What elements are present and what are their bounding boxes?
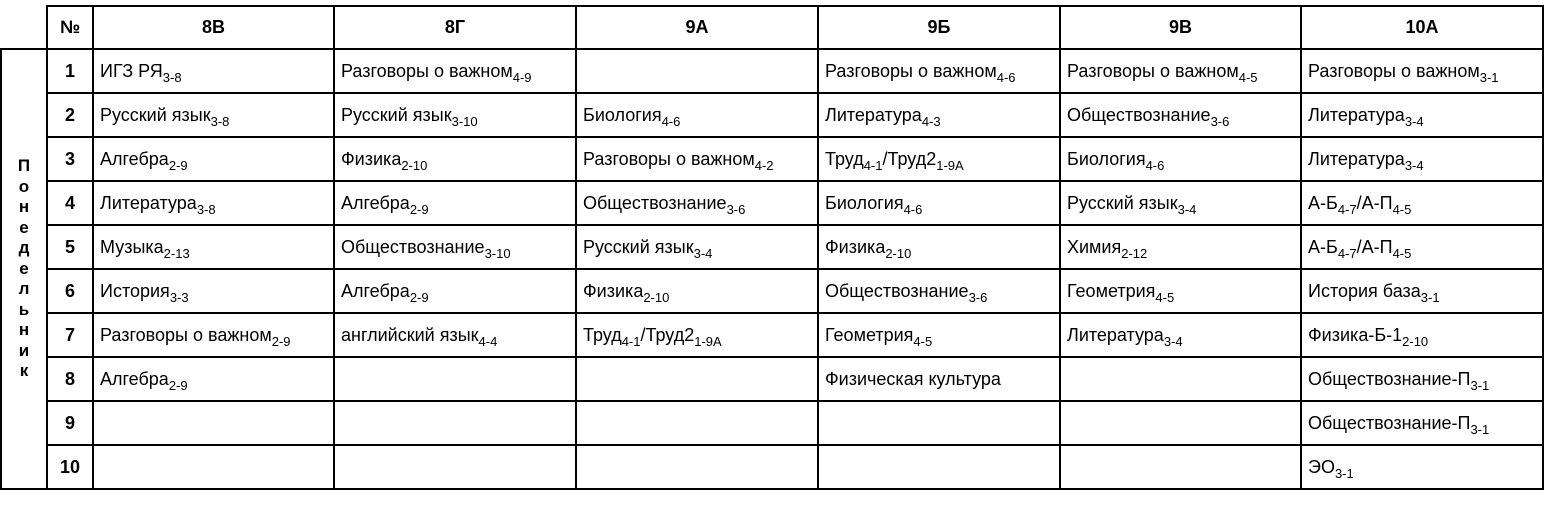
room-number: 3-6 xyxy=(1210,113,1230,129)
lesson-number: 2 xyxy=(47,93,93,137)
lesson-cell xyxy=(93,445,334,489)
room-number: 3-1 xyxy=(1420,289,1440,305)
lesson-cell xyxy=(576,401,818,445)
lesson-cell: Обществознание$_{3-6}$ xyxy=(576,181,818,225)
lesson-number: 4 xyxy=(47,181,93,225)
room-number: 3-4 xyxy=(1404,113,1424,129)
room-number: 3-10 xyxy=(451,113,478,129)
room-number: 3-4 xyxy=(693,245,713,261)
room-number: 2-10 xyxy=(1402,333,1429,349)
lesson-cell xyxy=(93,401,334,445)
room-number: 3-4 xyxy=(1404,157,1424,173)
room-number: 2-12 xyxy=(1121,245,1148,261)
room-number: 4-7 xyxy=(1337,245,1357,261)
room-number: 2-9 xyxy=(168,157,188,173)
lesson-row xyxy=(1,445,1543,489)
lesson-cell xyxy=(1060,357,1301,401)
lesson-cell xyxy=(1060,445,1301,489)
room-number: 2-9 xyxy=(409,201,429,217)
room-number: 4-5 xyxy=(1238,69,1258,85)
room-number: 4-7 xyxy=(1337,201,1357,217)
lesson-row xyxy=(1,313,1543,357)
lesson-cell: Обществознание$_{3-10}$ xyxy=(334,225,576,269)
room-number: 4-6 xyxy=(661,113,681,129)
lesson-cell: Алгебра$_{2-9}$ xyxy=(334,181,576,225)
lesson-cell: $Труд_{4-1}/Труд2_{1-9А}$ xyxy=(818,137,1060,181)
lesson-cell xyxy=(334,401,576,445)
class-header: 10А xyxy=(1301,6,1543,49)
lesson-cell: Русский язык$_{3-10}$ xyxy=(334,93,576,137)
lesson-number: 5 xyxy=(47,225,93,269)
lesson-cell: Разговоры о важном$_{3-1}$ xyxy=(1301,49,1543,93)
room-number: 3-3 xyxy=(169,289,189,305)
lesson-number: 1 xyxy=(47,49,93,93)
room-number: 3-4 xyxy=(1163,333,1183,349)
lesson-cell: Биология$_{4-6}$ xyxy=(1060,137,1301,181)
lesson-number: 9 xyxy=(47,401,93,445)
lesson-number: 6 xyxy=(47,269,93,313)
room-number: 2-10 xyxy=(401,157,428,173)
day-name: П о н е д е л ь н и к xyxy=(17,156,31,381)
lesson-row xyxy=(1,137,1543,181)
lesson-cell: История$_{3-3}$ xyxy=(93,269,334,313)
room-number: 2-13 xyxy=(163,245,190,261)
room-number: 4-2 xyxy=(754,157,774,173)
lesson-cell: $ЭО_{3-1}$ xyxy=(1301,445,1543,489)
lesson-cell xyxy=(576,357,818,401)
lesson-row xyxy=(1,357,1543,401)
lesson-cell: Литература$_{3-4}$ xyxy=(1301,137,1543,181)
lesson-cell: Разговоры о важном$_{2-9}$ xyxy=(93,313,334,357)
lesson-cell: Обществознание$_{3-6}$ xyxy=(1060,93,1301,137)
lesson-cell: Обществознание-$П_{3-1}$ xyxy=(1301,357,1543,401)
corner-cell xyxy=(1,6,47,49)
lesson-cell: Физика$_{2-10}$ xyxy=(818,225,1060,269)
room-number: 1-9А xyxy=(936,157,964,173)
lesson-number: 3 xyxy=(47,137,93,181)
lesson-number: 8 xyxy=(47,357,93,401)
room-number: 2-9 xyxy=(271,333,291,349)
room-number: 2-10 xyxy=(643,289,670,305)
lesson-cell: Химия$_{2-12}$ xyxy=(1060,225,1301,269)
lesson-cell: Физика$_{2-10}$ xyxy=(334,137,576,181)
room-number: 2-9 xyxy=(409,289,429,305)
lesson-cell xyxy=(334,445,576,489)
room-number: 4-6 xyxy=(996,69,1016,85)
lesson-cell: Разговоры о важном$_{4-9}$ xyxy=(334,49,576,93)
room-number: 4-9 xyxy=(512,69,532,85)
lesson-number: 7 xyxy=(47,313,93,357)
lesson-row xyxy=(1,181,1543,225)
lesson-cell: $А-Б_{4-7}/А-П_{4-5}$ xyxy=(1301,225,1543,269)
lesson-cell: $Труд_{4-1}/Труд2_{1-9А}$ xyxy=(576,313,818,357)
lesson-cell: Литература$_{3-4}$ xyxy=(1060,313,1301,357)
lesson-cell: Литература$_{4-3}$ xyxy=(818,93,1060,137)
lesson-cell: Русский язык$_{3-4}$ xyxy=(1060,181,1301,225)
room-number: 3-1 xyxy=(1334,465,1354,481)
lesson-cell: Физика-$Б-1_{2-10}$ xyxy=(1301,313,1543,357)
lesson-cell: Геометрия$_{4-5}$ xyxy=(1060,269,1301,313)
lesson-cell: Алгебра$_{2-9}$ xyxy=(334,269,576,313)
lesson-row xyxy=(1,225,1543,269)
class-header: 8В xyxy=(93,6,334,49)
room-number: 3-1 xyxy=(1470,377,1490,393)
lesson-row xyxy=(1,269,1543,313)
lesson-cell: ИГЗ $РЯ_{3-8}$ xyxy=(93,49,334,93)
room-number: 3-8 xyxy=(162,69,182,85)
lesson-cell xyxy=(818,445,1060,489)
lesson-cell: История база$_{3-1}$ xyxy=(1301,269,1543,313)
room-number: 3-10 xyxy=(484,245,511,261)
lesson-cell xyxy=(576,49,818,93)
lesson-cell: Биология$_{4-6}$ xyxy=(576,93,818,137)
class-header: 8Г xyxy=(334,6,576,49)
lesson-cell: Разговоры о важном$_{4-6}$ xyxy=(818,49,1060,93)
lesson-cell: Физическая культура xyxy=(818,357,1060,401)
lesson-cell: Музыка$_{2-13}$ xyxy=(93,225,334,269)
lesson-row xyxy=(1,401,1543,445)
room-number: 4-3 xyxy=(921,113,941,129)
room-number: 4-6 xyxy=(1145,157,1165,173)
room-number: 2-9 xyxy=(168,377,188,393)
lesson-cell xyxy=(1060,401,1301,445)
room-number: 2-10 xyxy=(885,245,912,261)
lesson-row xyxy=(1,93,1543,137)
lesson-cell: Обществознание-$П_{3-1}$ xyxy=(1301,401,1543,445)
lesson-cell xyxy=(334,357,576,401)
day-cell xyxy=(1,49,47,489)
lesson-cell: Литература$_{3-8}$ xyxy=(93,181,334,225)
lesson-cell: Русский язык$_{3-4}$ xyxy=(576,225,818,269)
lesson-cell: Обществознание$_{3-6}$ xyxy=(818,269,1060,313)
room-number: 3-4 xyxy=(1177,201,1197,217)
room-number: 3-6 xyxy=(726,201,746,217)
lesson-cell: английский язык$_{4-4}$ xyxy=(334,313,576,357)
room-number: 4-5 xyxy=(913,333,933,349)
number-header: № xyxy=(47,6,93,49)
lesson-cell: Физика$_{2-10}$ xyxy=(576,269,818,313)
room-number: 3-8 xyxy=(210,113,230,129)
lesson-cell: Алгебра$_{2-9}$ xyxy=(93,357,334,401)
lesson-cell xyxy=(818,401,1060,445)
room-number: 3-1 xyxy=(1479,69,1499,85)
room-number: 4-5 xyxy=(1392,201,1412,217)
lesson-number: 10 xyxy=(47,445,93,489)
lesson-cell: Разговоры о важном$_{4-5}$ xyxy=(1060,49,1301,93)
room-number: 3-6 xyxy=(968,289,988,305)
room-number: 4-1 xyxy=(863,157,883,173)
class-header: 9В xyxy=(1060,6,1301,49)
room-number: 4-5 xyxy=(1155,289,1175,305)
room-number: 4-5 xyxy=(1392,245,1412,261)
room-number: 3-8 xyxy=(196,201,216,217)
room-number: 1-9А xyxy=(694,333,722,349)
lesson-row xyxy=(1,49,1543,93)
room-number: 4-4 xyxy=(478,333,498,349)
lesson-cell: Биология$_{4-6}$ xyxy=(818,181,1060,225)
lesson-cell: Алгебра$_{2-9}$ xyxy=(93,137,334,181)
lesson-cell: Русский язык$_{3-8}$ xyxy=(93,93,334,137)
class-header: 9Б xyxy=(818,6,1060,49)
lesson-cell xyxy=(576,445,818,489)
room-number: 3-1 xyxy=(1470,421,1490,437)
room-number: 4-1 xyxy=(621,333,641,349)
room-number: 4-6 xyxy=(903,201,923,217)
header-row xyxy=(1,6,1543,49)
lesson-cell: Геометрия$_{4-5}$ xyxy=(818,313,1060,357)
lesson-cell: Литература$_{3-4}$ xyxy=(1301,93,1543,137)
lesson-cell: $А-Б_{4-7}/А-П_{4-5}$ xyxy=(1301,181,1543,225)
class-header: 9А xyxy=(576,6,818,49)
lesson-cell: Разговоры о важном$_{4-2}$ xyxy=(576,137,818,181)
timetable xyxy=(0,5,1544,490)
timetable-body xyxy=(1,49,1543,489)
